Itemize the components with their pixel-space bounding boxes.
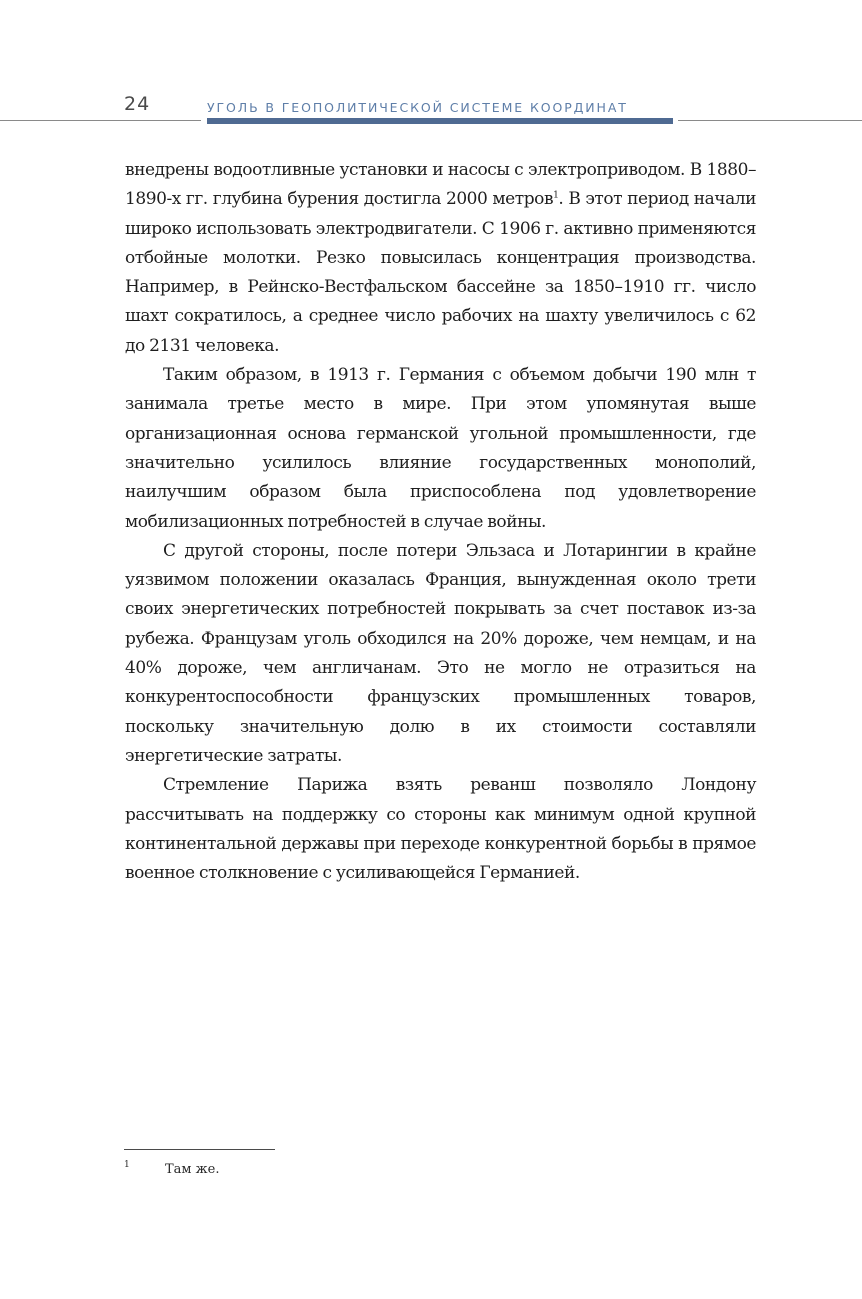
page-number: 24 <box>124 93 151 115</box>
paragraph-1-text-b: . В этот период начали широко использовать электродвигатели. С 1906 г. активно применяются отбойные молотки. Резко повысилась концентрация производства. Например, в Рейнско-Вестфальском бассейне за 1850–1910 гг. число шахт сократилось, а среднее число рабочих на шахту увеличилось с 62 до 2131 человека. <box>125 189 756 356</box>
body-text <box>125 156 756 888</box>
paragraph-2: Таким образом, в 1913 г. Германия с объемом добычи 190 млн т занимала третье место в мире. При этом упомянутая выше организационная основа германской угольной промышленности, где значительно усилилось влияние государственных монополий, наилучшим образом была приспособлена под удовлетворение мобилизационных потребностей в случае войны. <box>125 365 756 532</box>
footnote-reference: 1 <box>553 190 559 201</box>
footnote-text: Там же. <box>165 1162 220 1177</box>
header-rule-band <box>207 118 673 124</box>
header-rule-left <box>0 120 201 121</box>
paragraph-4: Стремление Парижа взять реванш позволяло Лондону рассчитывать на поддержку со стороны как минимум одной крупной континентальной державы при переходе конкурентной борьбы в прямое военное столкновение с усиливающейся Германией. <box>125 775 756 884</box>
header-rule-right <box>678 120 862 121</box>
paragraph-1 <box>125 156 756 361</box>
paragraph-1-text-a: внедрены водоотливные установки и насосы с электроприводом. В 1880–1890-х гг. глубина бурения достигла 2000 метров <box>125 160 756 210</box>
running-title: УГОЛЬ В ГЕОПОЛИТИЧЕСКОЙ СИСТЕМЕ КООРДИНАТ <box>207 100 628 115</box>
footnote-divider <box>124 1149 275 1150</box>
footnote-number: 1 <box>124 1160 130 1170</box>
paragraph-3: С другой стороны, после потери Эльзаса и Лотарингии в крайне уязвимом положении оказалась Франция, вынужденная около трети своих энергетических потребностей покрывать за счет поставок из-за рубежа. Французам уголь обходился на 20% дороже, чем немцам, и на 40% дороже, чем англичанам. Это не могло не отразиться на конкурентоспособности французских промышленных товаров, поскольку значительную долю в их стоимости составляли энергетические затраты. <box>125 540 756 766</box>
page-header <box>0 90 862 130</box>
